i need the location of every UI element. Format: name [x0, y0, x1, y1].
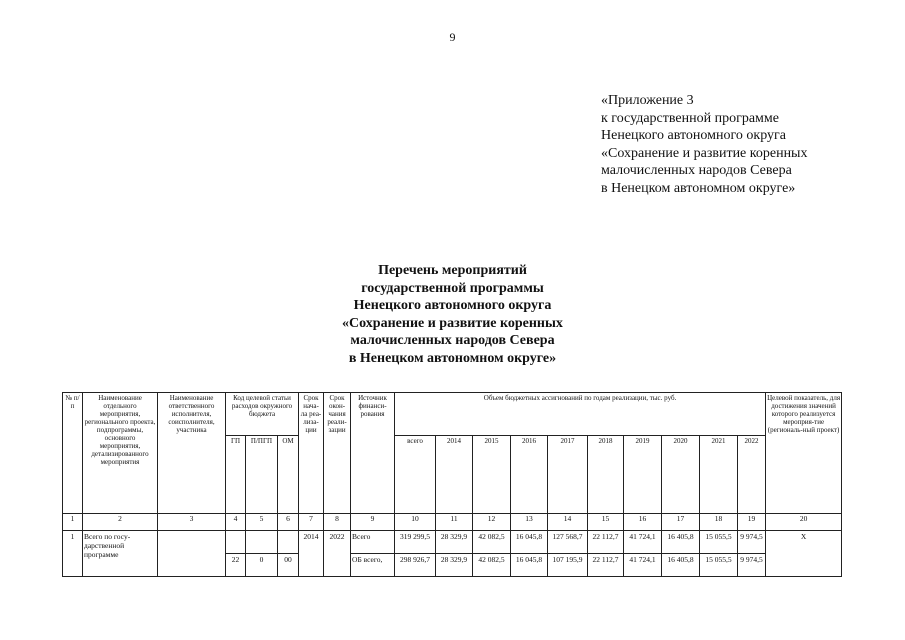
- row-value: 28 329,9: [436, 554, 473, 577]
- title-line: Ненецкого автономного округа: [353, 298, 552, 313]
- row-value: 9 974,5: [738, 531, 766, 554]
- document-title: [0, 262, 905, 367]
- column-number: 7: [299, 514, 324, 531]
- column-number: 18: [700, 514, 738, 531]
- header-gp: ГП: [226, 436, 246, 514]
- column-number: 2: [83, 514, 158, 531]
- row-end: 2022: [324, 531, 351, 577]
- column-number: 8: [324, 514, 351, 531]
- header-volume: Объем бюджетных ассигнований по годам реализации, тыс. руб.: [395, 393, 766, 436]
- header-year: 2022: [738, 436, 766, 514]
- page-number: 9: [449, 30, 456, 44]
- column-number: 19: [738, 514, 766, 531]
- header-year: 2018: [588, 436, 624, 514]
- column-number: 11: [436, 514, 473, 531]
- row-value: 42 082,5: [473, 554, 511, 577]
- header-pgp: П/ПГП: [246, 436, 278, 514]
- column-number: 4: [226, 514, 246, 531]
- row-value: 16 045,8: [511, 531, 548, 554]
- title-line: малочисленных народов Севера: [350, 333, 555, 348]
- column-number: 1: [63, 514, 83, 531]
- column-number: 17: [662, 514, 700, 531]
- column-number: 14: [548, 514, 588, 531]
- row-value: 41 724,1: [624, 554, 662, 577]
- column-number: 10: [395, 514, 436, 531]
- appendix-line: в Ненецком автономном округе»: [601, 180, 796, 196]
- column-number: 9: [351, 514, 395, 531]
- appendix-line: «Приложение 3: [601, 93, 694, 108]
- title-line: Перечень мероприятий: [378, 263, 527, 278]
- column-number-row: [63, 514, 842, 531]
- header-start: Срок нача-ла реа-лиза-ции: [299, 393, 324, 514]
- row-source: ОБ всего,: [351, 554, 395, 577]
- header-om: ОМ: [278, 436, 299, 514]
- column-number: 13: [511, 514, 548, 531]
- column-number: 20: [766, 514, 842, 531]
- title-line: «Сохранение и развитие коренных: [342, 315, 563, 331]
- activities-table: [62, 392, 842, 577]
- header-executor: Наименование ответственного исполнителя, соисполнителя, участника: [158, 393, 226, 514]
- header-year: 2021: [700, 436, 738, 514]
- row-num: 1: [63, 531, 83, 577]
- row-value: 42 082,5: [473, 531, 511, 554]
- column-number: 15: [588, 514, 624, 531]
- header-source: Источник финанси-рования: [351, 393, 395, 514]
- row-value: 15 055,5: [700, 531, 738, 554]
- column-number: 12: [473, 514, 511, 531]
- row-value-total: 319 299,5: [395, 531, 436, 554]
- row-value-total: 298 926,7: [395, 554, 436, 577]
- header-year: 2015: [473, 436, 511, 514]
- column-number: 5: [246, 514, 278, 531]
- row-source: Всего: [351, 531, 395, 554]
- row-value: 127 568,7: [548, 531, 588, 554]
- row-pgp: 0: [246, 554, 278, 577]
- appendix-line: к государственной программе: [601, 110, 779, 126]
- appendix-line: «Сохранение и развитие коренных: [601, 145, 808, 161]
- row-value: 16 405,8: [662, 554, 700, 577]
- appendix-line: малочисленных народов Севера: [601, 163, 792, 178]
- header-name: Наименование отдельного мероприятия, регионального проекта, подпрограммы, основного мероприятия, детализированного мероприятия: [83, 393, 158, 514]
- title-line: в Ненецком автономном округе»: [348, 350, 557, 366]
- row-value: 107 195,9: [548, 554, 588, 577]
- column-number: 16: [624, 514, 662, 531]
- row-value: 15 055,5: [700, 554, 738, 577]
- header-budget-code: Код целевой статьи расходов окружного бюджета: [226, 393, 299, 436]
- row-gp: [226, 531, 246, 554]
- row-executor: [158, 531, 226, 577]
- row-value: 28 329,9: [436, 531, 473, 554]
- row-value: 41 724,1: [624, 531, 662, 554]
- header-target: Целевой показатель, для достижения значений которого реализуется мероприя-тие (региональ-ный проект): [766, 393, 842, 514]
- header-num: № п/п: [63, 393, 83, 514]
- row-gp: 22: [226, 554, 246, 577]
- row-value: 22 112,7: [588, 554, 624, 577]
- title-line: государственной программы: [361, 280, 544, 296]
- row-om: 00: [278, 554, 299, 577]
- header-year: 2020: [662, 436, 700, 514]
- row-value: 9 974,5: [738, 554, 766, 577]
- row-target: Х: [766, 531, 842, 577]
- row-value: 16 045,8: [511, 554, 548, 577]
- row-value: 16 405,8: [662, 531, 700, 554]
- appendix-line: Ненецкого автономного округа: [601, 128, 786, 143]
- column-number: 6: [278, 514, 299, 531]
- header-year: 2019: [624, 436, 662, 514]
- header-end: Срок окон-чания реали-зации: [324, 393, 351, 514]
- column-number: 3: [158, 514, 226, 531]
- header-total: всего: [395, 436, 436, 514]
- header-year: 2016: [511, 436, 548, 514]
- header-year: 2017: [548, 436, 588, 514]
- row-om: [278, 531, 299, 554]
- row-value: 22 112,7: [588, 531, 624, 554]
- row-start: 2014: [299, 531, 324, 577]
- appendix-heading: [601, 92, 807, 197]
- row-pgp: [246, 531, 278, 554]
- row-name: Всего по госу-дарственной программе: [83, 531, 158, 577]
- table-row: [63, 531, 842, 554]
- header-year: 2014: [436, 436, 473, 514]
